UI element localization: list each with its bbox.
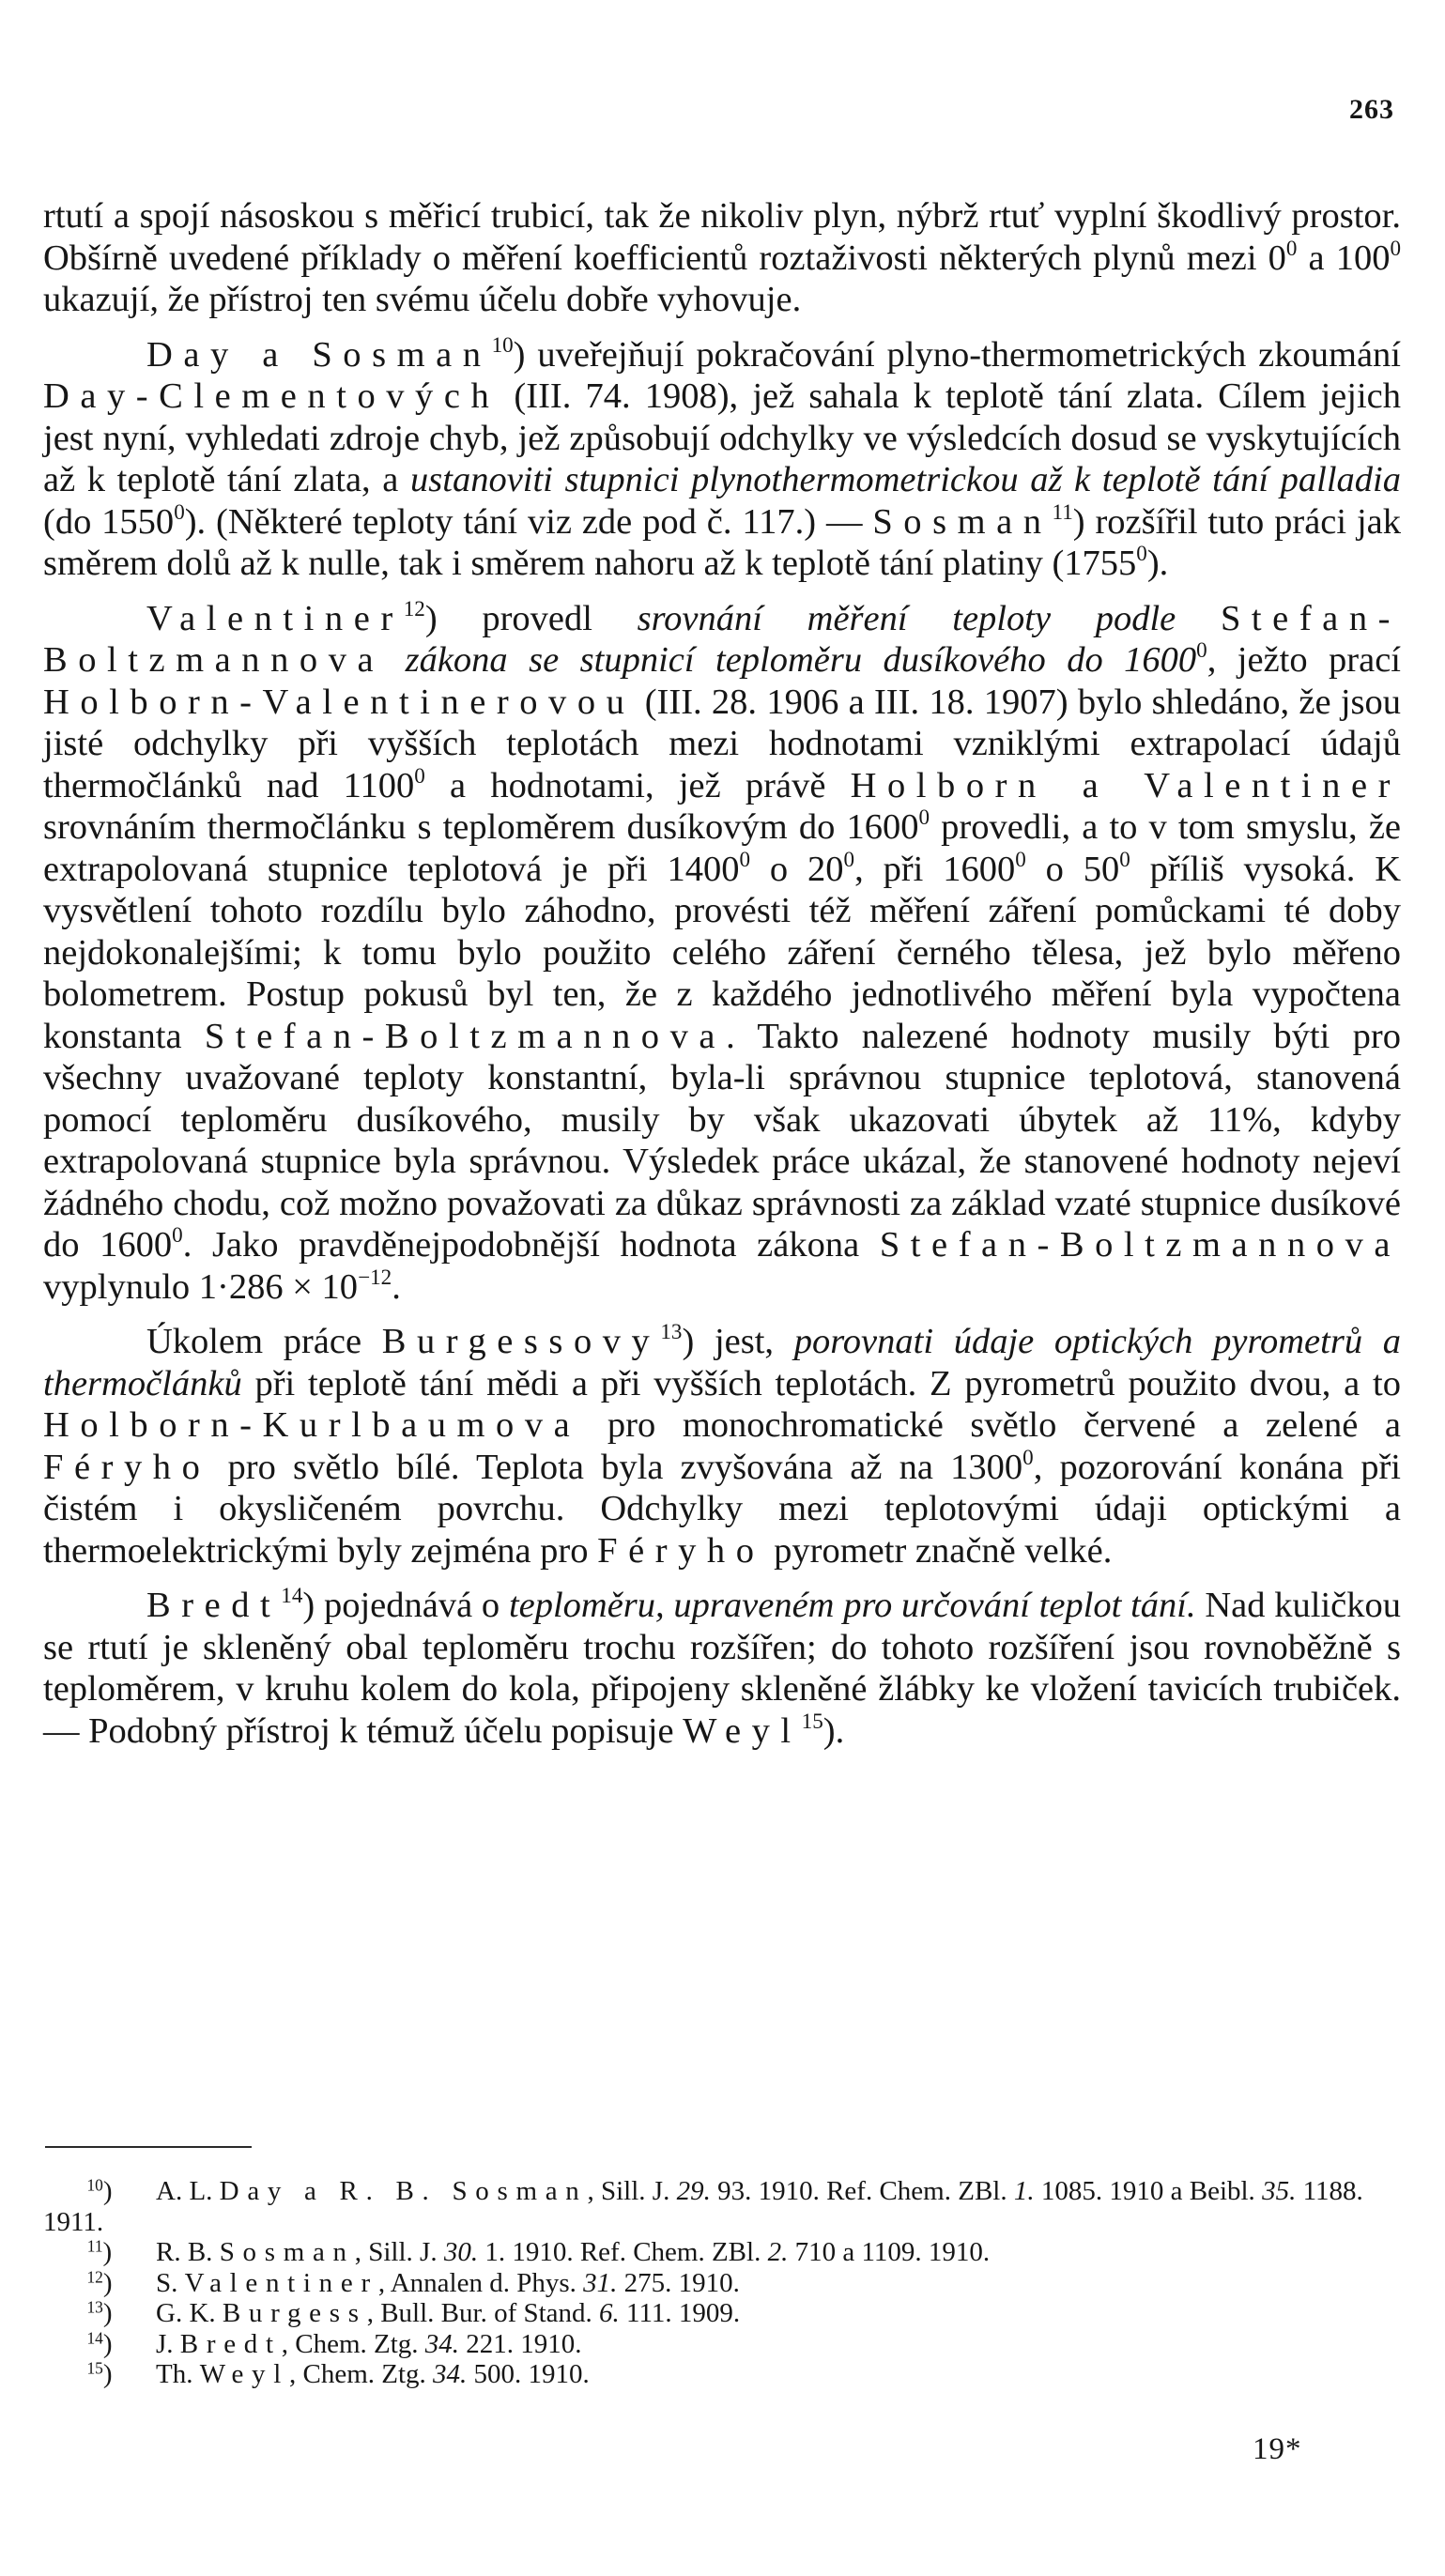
footnote-mark: 12 — [86, 2266, 103, 2286]
italic-emphasis: porovnati údaje optických pyrometrů a thermočlánků — [43, 1322, 1401, 1403]
degree-mark: 0 — [1390, 235, 1401, 260]
paragraph-1 — [43, 195, 1401, 321]
text-run: 1085. 1910 a Beibl. — [1034, 2176, 1263, 2206]
text-run: o 50 — [1025, 849, 1120, 889]
degree-mark: 0 — [174, 498, 185, 524]
text-run: . Jako pravděnejpodobnější hodnota zákona — [182, 1225, 880, 1265]
text-run: 710 a 1109. 1910. — [788, 2237, 991, 2267]
text-run: 1. 1910. Ref. Chem. ZBl. — [478, 2237, 768, 2267]
text-run: , Chem. Ztg. — [281, 2328, 425, 2359]
text-run: S. — [156, 2267, 185, 2298]
paragraph-4 — [43, 1321, 1401, 1572]
text-run: Th. — [156, 2359, 200, 2389]
degree-mark: 0 — [1196, 637, 1207, 662]
degree-mark: 0 — [414, 762, 425, 788]
italic-emphasis: teploměru, upraveném pro určování teplot tání. — [508, 1586, 1196, 1625]
text-run: 275. 1910. — [617, 2267, 740, 2298]
text-run: ) rozšířil tuto práci jak směrem dolů až k nulle, tak i směrem nahoru až k teplotě tání platiny (1755 — [43, 501, 1401, 583]
footnote-number: $^{15}$) — [86, 2358, 113, 2389]
text-run: , Sill. J. — [354, 2237, 444, 2267]
text-run: A. L. — [156, 2176, 220, 2206]
author-name: Valentiner — [146, 598, 404, 638]
footnote-ref: 15 — [801, 1708, 823, 1733]
author-name: Féryho — [43, 1447, 211, 1487]
page-number: 263 — [1349, 94, 1394, 125]
footnote — [43, 2176, 1401, 2237]
footnote — [43, 2329, 1401, 2360]
author-name: Valentiner — [184, 2267, 378, 2298]
degree-mark: 0 — [1015, 846, 1026, 871]
italic-emphasis: zákona se stupnicí teploměru dusíkového do 1600 — [405, 640, 1197, 680]
text-run: , Sill. J. — [587, 2176, 677, 2206]
text-run: a hodnotami, jež právě — [424, 765, 851, 805]
author-name: Burgessovy — [381, 1322, 661, 1361]
footnote-ref: 12 — [403, 595, 425, 621]
volume: 34. — [424, 2328, 460, 2359]
volume: 2. — [767, 2237, 789, 2267]
text-run: ). — [1146, 544, 1169, 583]
author-name: Day-Clementových — [43, 376, 500, 416]
text-run — [1176, 599, 1221, 638]
author-name: Stefan-Boltzmannova — [879, 1225, 1402, 1265]
text-run: Nad kuličkou se rtutí je skleněný obal teploměru trochu rozšířen; do tohoto rozšíření jsou rovnoběžně s teploměrem, v kruhu kolem do kola, připojeny skleněné žlábky ke vložení tavicích trubiček. — Podobný přístroj k témuž účelu popisuje — [43, 1586, 1401, 1751]
text-run: , Annalen d. Phys. — [377, 2267, 584, 2298]
text-run: (III. 28. 1906 a III. 18. 1907) bylo shledáno, že jsou jisté odchylky při vyšších teplotách mezi hodnotami vzniklými extrapolací údajů thermočlánků nad 1100 — [43, 682, 1401, 805]
text-run: , pozorování konána při čistém i okysličeném povrchu. Odchylky mezi teplotovými údaji optickými a thermoelektrickými byly zejména pro — [43, 1447, 1402, 1571]
author-name: Bredt — [179, 2328, 282, 2359]
text-run: ukazují, že přístroj ten svému účelu dobře vyhovuje. — [43, 280, 802, 319]
degree-mark: 0 — [1119, 846, 1130, 871]
volume: 1. — [1013, 2176, 1035, 2206]
author-name: Weyl — [199, 2359, 289, 2389]
text-run: , při 1600 — [854, 849, 1016, 889]
author-name: Holborn-Valentinerovou — [43, 682, 636, 722]
text-run: 1188. 1911. — [43, 2176, 1363, 2237]
footnote-mark: 13 — [86, 2297, 103, 2317]
footnote — [43, 2237, 1401, 2268]
text-run: , ježto prací — [1207, 640, 1401, 680]
text-run: ). — [822, 1710, 845, 1751]
paragraph-2 — [43, 331, 1401, 585]
degree-mark: 0 — [172, 1222, 183, 1247]
text-run: pro světlo bílé. Teplota byla zvyšována až na 1300 — [210, 1447, 1023, 1487]
footnote-ref: 14 — [281, 1583, 303, 1607]
text-run: (do 1550 — [43, 501, 175, 542]
footnote-divider — [45, 2146, 252, 2148]
text-run: rtutí a spojí násoskou s měřicí trubicí, tak že nikoliv plyn, nýbrž rtuť vyplní škodlivý prostor. Obšírně uvedené příklady o měření koefficientů roztaživosti některých plynů mezi 0 — [43, 196, 1401, 278]
footnote-mark: 14 — [86, 2327, 103, 2347]
text-run: provedli, a to v tom smyslu, že extrapolovaná stupnice teplotová je při 1400 — [43, 807, 1401, 889]
author-name: Sosman — [872, 501, 1053, 542]
text-run: ). (Některé teploty tání viz zde pod č. 117.) — — [184, 501, 873, 542]
author-name: Holborn-Kurlbaumova — [43, 1405, 581, 1445]
author-name: Holborn a Valentiner — [850, 765, 1401, 805]
volume: 29. — [676, 2176, 711, 2206]
text-run: 500. 1910. — [467, 2359, 590, 2389]
author-name: Stefan-Boltzmannova — [43, 598, 1401, 680]
degree-mark: 0 — [1285, 235, 1298, 260]
author-name: Weyl — [683, 1710, 802, 1751]
body-text — [43, 195, 1401, 1752]
footnote-mark: 15 — [86, 2358, 103, 2378]
author-name: Sosman — [219, 2237, 355, 2267]
degree-mark: 0 — [918, 805, 930, 829]
text-run: (III. 74. 1908), jež sahala k teplotě tání zlata. Cílem jejich jest nyní, vyhledati zdroje chyb, jež způsobují odchylky ve výsledcích dosud se vyskytujících až k teplotě tání zlata, a — [43, 376, 1401, 499]
text-run: srovnáním thermočlánku s teploměrem dusíkovým do 1600 — [43, 807, 919, 847]
footnote — [43, 2359, 1401, 2390]
text-run — [384, 640, 405, 680]
footnote-ref: 11 — [1052, 498, 1073, 524]
italic-emphasis: ustanoviti stupnici plynothermometrickou až k teplotě tání palladia — [410, 460, 1401, 499]
text-run: 221. 1910. — [459, 2328, 582, 2359]
text-run: příliš vysoká. K vysvětlení tohoto rozdílu bylo záhodno, provésti též měření záření pomůckami té doby nejdokonalejšími; k tomu bylo použito celého záření černého tělesa, jež bylo měřeno bolometrem. Postup pokusů byl ten, že z každého jednotlivého měření byla vypočtena konstanta — [43, 849, 1402, 1056]
footnote-number: $^{10}$) — [86, 2175, 113, 2206]
degree-mark: 0 — [1022, 1444, 1034, 1469]
text-run: ) jest, — [682, 1322, 794, 1361]
volume: 30. — [443, 2237, 479, 2267]
text-run: , Bull. Bur. of Stand. — [366, 2298, 600, 2328]
footnote-mark: 10 — [86, 2175, 103, 2195]
text-run: 111. 1909. — [619, 2298, 741, 2328]
text-run: R. B. — [156, 2237, 220, 2267]
text-run: , Chem. Ztg. — [289, 2359, 434, 2389]
paragraph-3 — [43, 595, 1402, 1309]
volume: 35. — [1262, 2176, 1297, 2206]
text-run: J. — [156, 2328, 180, 2359]
author-name: Féryho — [597, 1530, 765, 1571]
text-run: pro monochromatické světlo červené a zelené a — [580, 1405, 1401, 1445]
text-run: vyplynulo 1·286 × 10 — [43, 1266, 359, 1307]
text-run: 93. 1910. Ref. Chem. ZBl. — [710, 2176, 1014, 2206]
volume: 34. — [433, 2359, 468, 2389]
footnote-number: $^{13}$) — [86, 2297, 113, 2328]
author-name: Stefan-Boltzmannova — [204, 1016, 727, 1056]
text-run: ) pojednává o — [302, 1586, 509, 1625]
volume: 6. — [599, 2298, 620, 2328]
degree-mark: 0 — [1136, 541, 1147, 565]
text-run: při teplotě tání mědi a při vyšších teplotách. Z pyrometrů použito dvou, a to — [241, 1363, 1401, 1403]
footnote-number: $^{14}$) — [86, 2327, 113, 2359]
text-run: ) provedl — [424, 598, 638, 638]
text-run: pyrometr značně velké. — [764, 1530, 1113, 1571]
footnote-number: $^{12}$) — [86, 2266, 113, 2298]
volume: 31. — [583, 2267, 618, 2298]
degree-mark: 0 — [843, 846, 855, 871]
author-name: Day a Sosman — [146, 334, 492, 375]
italic-emphasis: srovnání měření teploty podle — [637, 598, 1176, 638]
author-name: Day a R. B. Sosman — [219, 2176, 588, 2206]
footnote-mark: 11 — [86, 2236, 103, 2256]
text-run: a 100 — [1297, 238, 1391, 278]
footnote — [43, 2298, 1401, 2329]
printer-signature: 19* — [1253, 2432, 1302, 2466]
text-run: . — [392, 1266, 401, 1307]
author-name: Burgess — [222, 2298, 367, 2328]
text-run: o 20 — [750, 849, 844, 889]
exponent: −12 — [358, 1264, 392, 1289]
author-name: Bredt — [146, 1586, 282, 1625]
footnote-number: $^{11}$) — [86, 2236, 113, 2267]
text-run: . Takto nalezené hodnoty musily býti pro všechny uvažované teploty konstantní, byla-li správnou stupnice teplotová, stanovená pomocí teploměru dusíkového, musily by však ukazovati úbytek až 11%, kdyby extrapolovaná stupnice byla správnou. Výsledek práce ukázal, že stanovené hodnoty nejeví žádného chodu, což možno považovati za důkaz správnosti za základ vzaté stupnice dusíkové do 1600 — [43, 1016, 1401, 1265]
paragraph-5 — [43, 1585, 1401, 1752]
text-run: ) uveřejňují pokračování plyno-thermometrických zkoumání — [513, 334, 1401, 375]
footnotes — [43, 2176, 1401, 2390]
footnote-ref: 13 — [660, 1319, 683, 1343]
text-run: G. K. — [156, 2298, 223, 2328]
degree-mark: 0 — [739, 846, 751, 871]
footnote — [43, 2268, 1401, 2299]
text-run: Úkolem práce — [146, 1322, 382, 1361]
footnote-ref: 10 — [491, 331, 514, 357]
